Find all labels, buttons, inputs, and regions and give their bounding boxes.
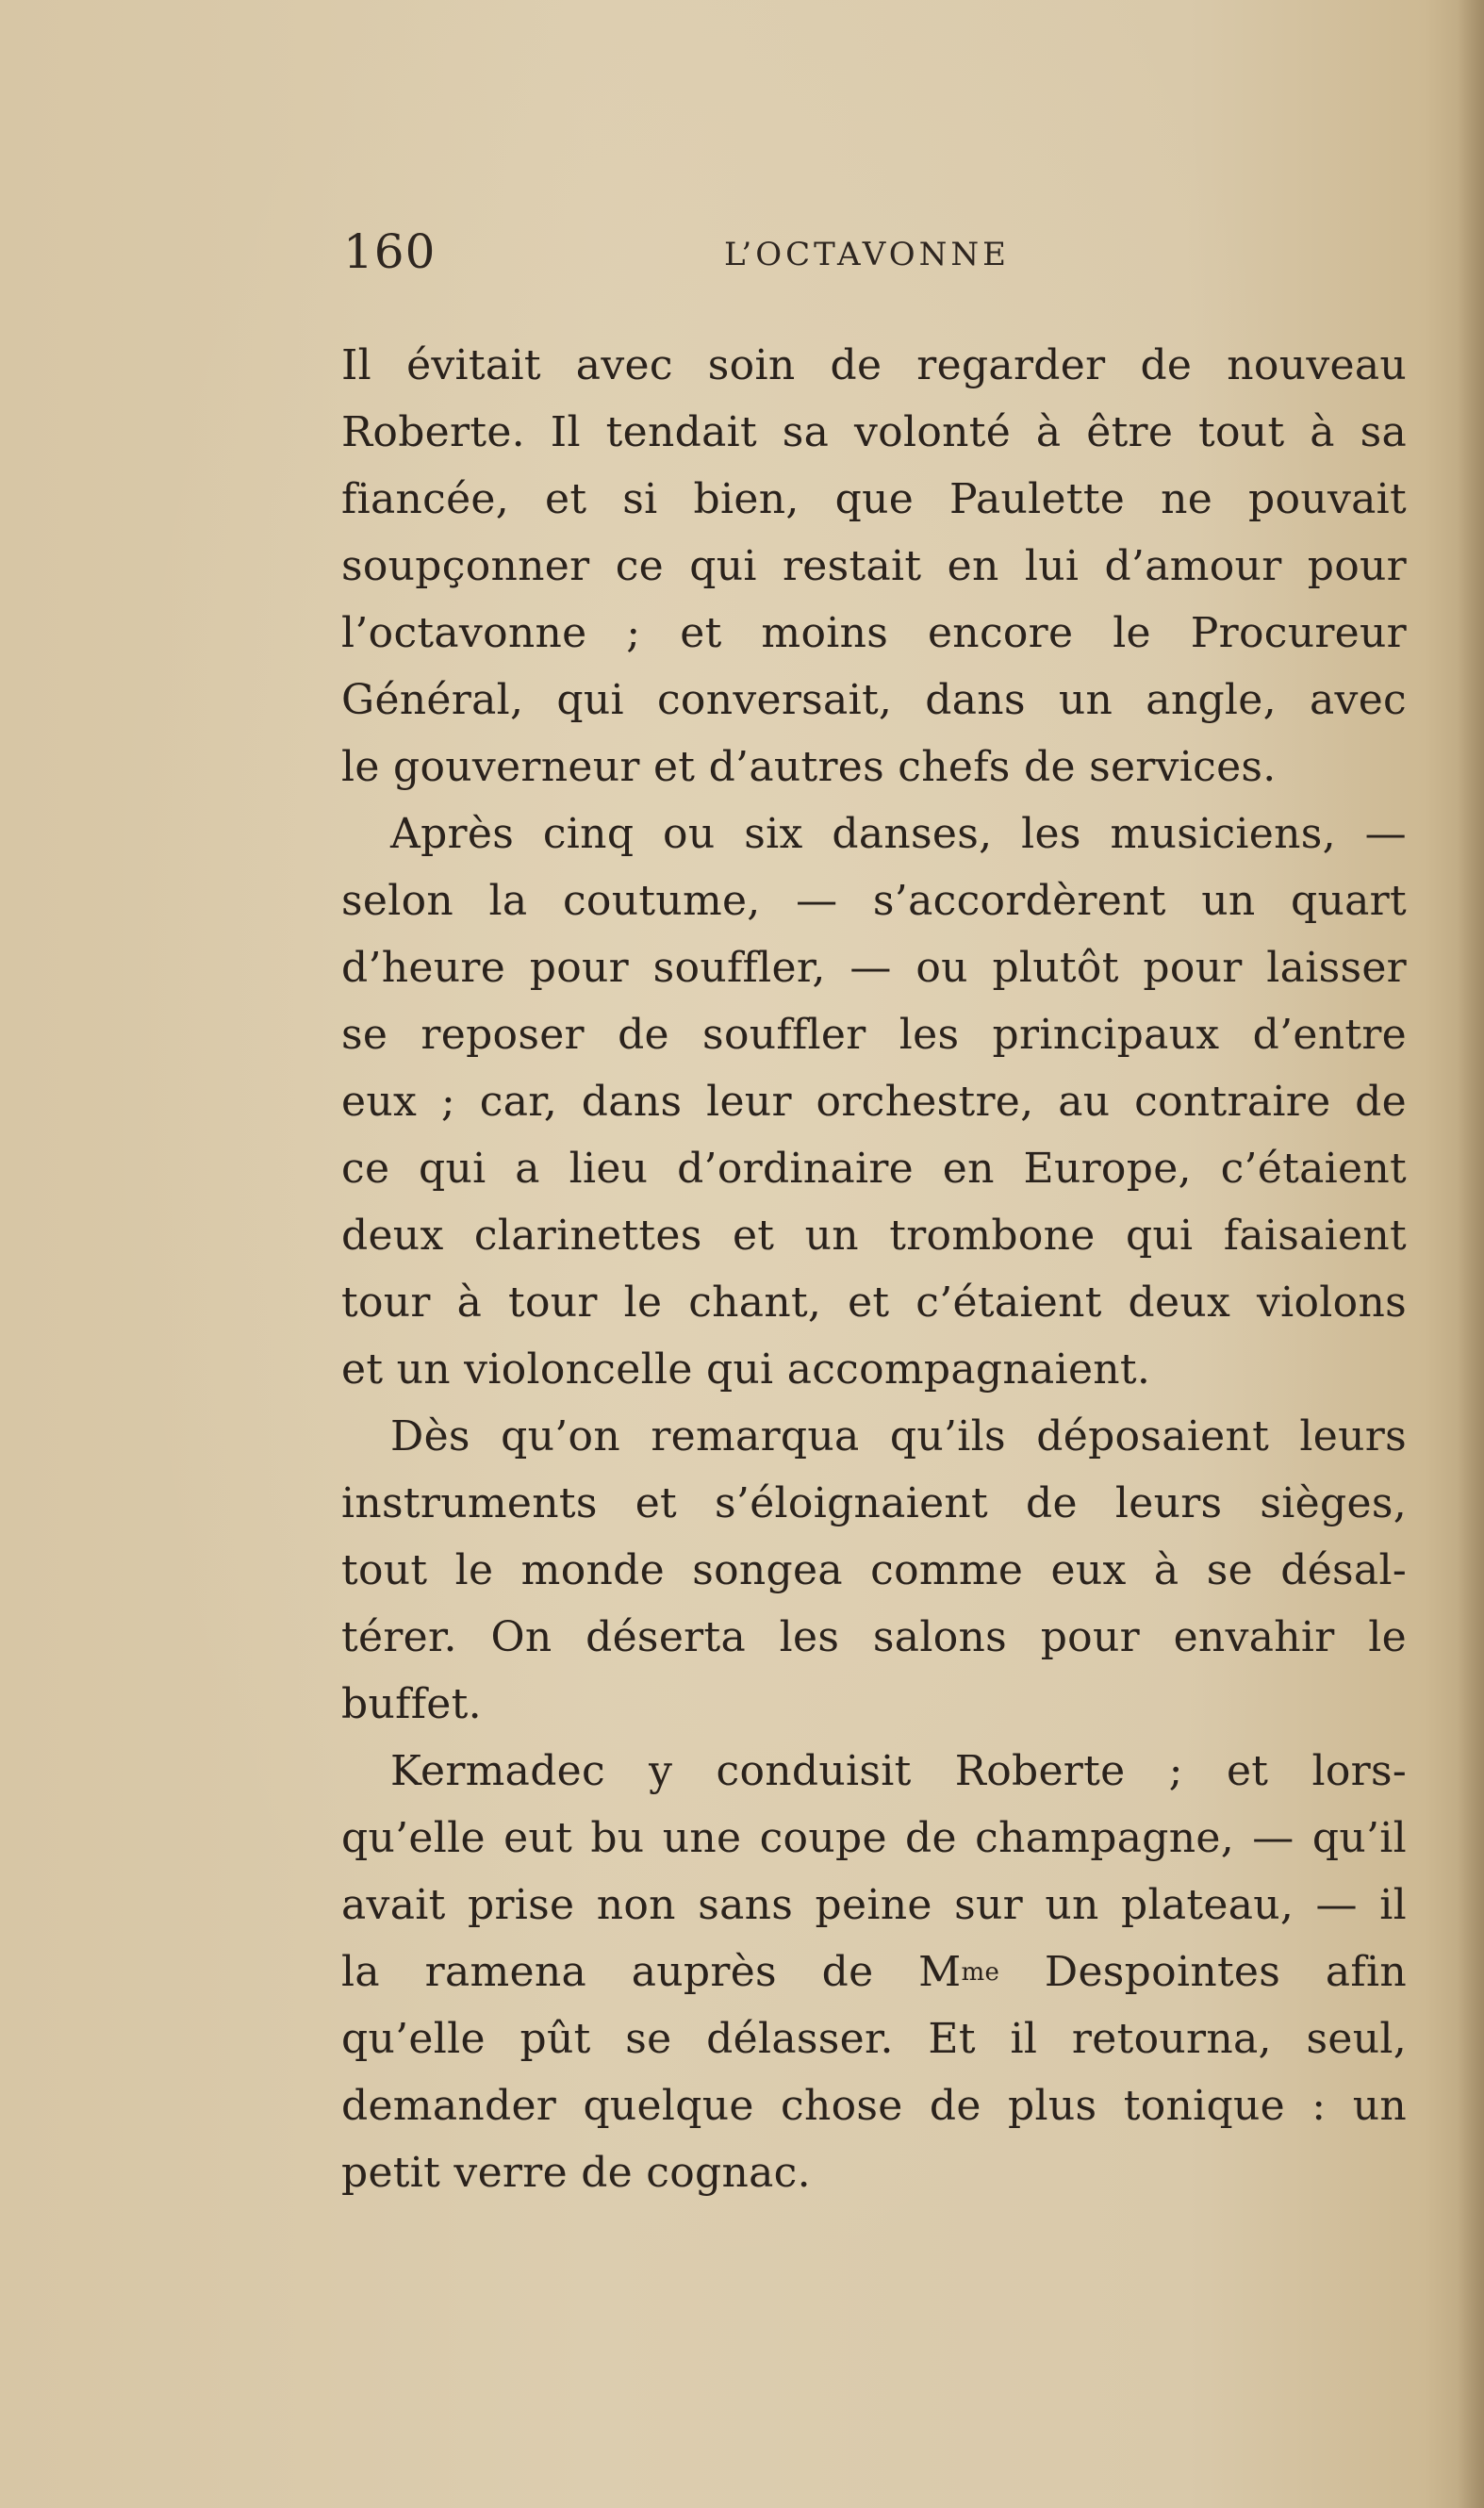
text-line: qu’elle eut bu une coupe de champagne, — qu’il <box>341 1814 1407 1862</box>
text-line: Roberte. Il tendait sa volonté à être tout à sa <box>341 408 1407 456</box>
text-fragment: Despointes afin <box>999 1948 1407 1996</box>
text-line: Il évitait avec soin de regarder de nouveau <box>341 341 1407 389</box>
text-line: avait prise non sans peine sur un plateau, — il <box>341 1881 1407 1929</box>
text-line: deux clarinettes et un trombone qui faisaient <box>341 1212 1407 1260</box>
body-text <box>341 332 1407 2206</box>
text-line: tout le monde songea comme eux à se désal- <box>341 1546 1407 1594</box>
text-line: d’heure pour souffler, — ou plutôt pour laisser <box>341 944 1407 992</box>
text-line: Après cinq ou six danses, les musiciens, — <box>390 810 1407 858</box>
text-line: instruments et s’éloignaient de leurs sièges, <box>341 1479 1407 1527</box>
text-line: fiancée, et si bien, que Paulette ne pouvait <box>341 475 1407 523</box>
text-line: Kermadec y conduisit Roberte ; et lors- <box>390 1747 1407 1795</box>
text-line: l’octavonne ; et moins encore le Procureur <box>341 609 1407 657</box>
superscript-me: me <box>961 1958 1000 1987</box>
text-line: eux ; car, dans leur orchestre, au contraire de <box>341 1078 1407 1126</box>
page-header <box>343 224 1427 290</box>
text-line: se reposer de souffler les principaux d’entre <box>341 1011 1407 1059</box>
text-line: qu’elle pût se délasser. Et il retourna, seul, <box>341 2015 1407 2063</box>
text-line: petit verre de cognac. <box>341 2149 811 2197</box>
text-line: ce qui a lieu d’ordinaire en Europe, c’étaient <box>341 1145 1407 1193</box>
text-line: tour à tour le chant, et c’étaient deux violons <box>341 1279 1407 1327</box>
text-line: le gouverneur et d’autres chefs de services. <box>341 743 1277 791</box>
text-line: selon la coutume, — s’accordèrent un quart <box>341 877 1407 925</box>
text-fragment: la ramena auprès de M <box>341 1948 962 1996</box>
text-line: et un violoncelle qui accompagnaient. <box>341 1345 1151 1394</box>
text-line: Dès qu’on remarqua qu’ils déposaient leurs <box>390 1412 1407 1460</box>
text-line: buffet. <box>341 1680 482 1728</box>
page-number: 160 <box>343 224 437 279</box>
text-line <box>341 1939 1407 2005</box>
running-title: L’OCTAVONNE <box>724 236 1010 273</box>
page-edge-shadow <box>1458 0 1484 2508</box>
text-line: demander quelque chose de plus tonique : un <box>341 2082 1407 2130</box>
text-line: soupçonner ce qui restait en lui d’amour pour <box>341 542 1407 590</box>
text-line: térer. On déserta les salons pour envahir le <box>341 1613 1407 1661</box>
text-line: Général, qui conversait, dans un angle, avec <box>341 676 1407 724</box>
